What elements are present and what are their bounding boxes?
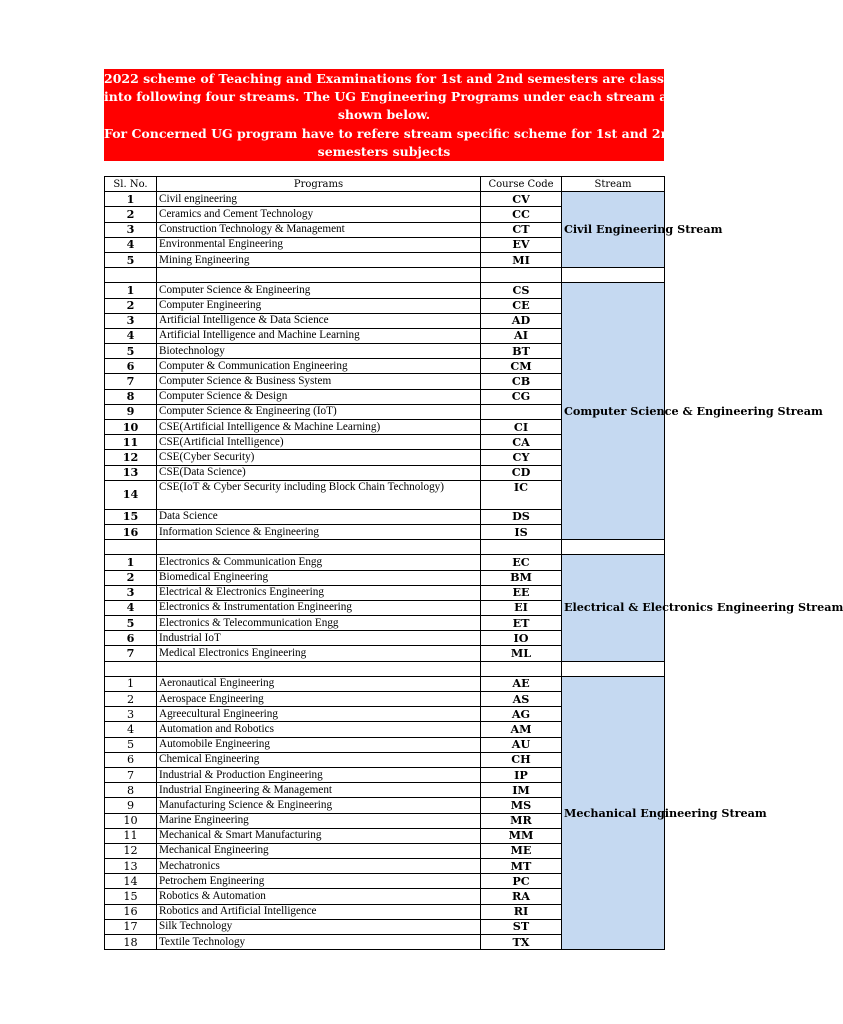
- sl-no-cell: 3: [105, 585, 157, 600]
- course-code-cell: BT: [481, 344, 562, 359]
- banner-line: into following four streams. The UG Engineering Programs under each stream are: [104, 89, 682, 105]
- sl-no-cell: 8: [105, 389, 157, 404]
- course-code-cell: IM: [481, 783, 562, 798]
- empty-cell: [481, 661, 562, 676]
- program-cell: Textile Technology: [157, 935, 481, 950]
- program-cell: Medical Electronics Engineering: [157, 646, 481, 661]
- course-code-cell: RI: [481, 904, 562, 919]
- sl-no-cell: 2: [105, 298, 157, 313]
- program-cell: Manufacturing Science & Engineering: [157, 798, 481, 813]
- sl-no-cell: 2: [105, 207, 157, 222]
- table-row: [105, 192, 665, 207]
- sl-no-cell: 14: [105, 480, 157, 509]
- sl-no-cell: 12: [105, 450, 157, 465]
- program-cell: Computer Science & Engineering: [157, 283, 481, 298]
- program-cell: Automation and Robotics: [157, 722, 481, 737]
- course-code-cell: AG: [481, 707, 562, 722]
- sl-no-cell: 16: [105, 904, 157, 919]
- sl-no-cell: 13: [105, 465, 157, 480]
- table-body: [105, 191, 843, 950]
- header-row: [105, 177, 665, 192]
- banner-line: semesters subjects: [317, 143, 451, 159]
- course-code-cell: CD: [481, 465, 562, 480]
- sl-no-cell: 4: [105, 722, 157, 737]
- program-cell: Industrial Engineering & Management: [157, 783, 481, 798]
- program-cell: CSE(Cyber Security): [157, 450, 481, 465]
- empty-cell: [105, 661, 157, 676]
- program-cell: Environmental Engineering: [157, 237, 481, 252]
- sl-no-cell: 6: [105, 752, 157, 767]
- course-code-cell: MS: [481, 798, 562, 813]
- table-row: [105, 555, 665, 570]
- sl-no-cell: 14: [105, 874, 157, 889]
- program-cell: Petrochem Engineering: [157, 874, 481, 889]
- empty-cell: [562, 540, 665, 555]
- course-code-cell: MR: [481, 813, 562, 828]
- course-code-cell: CT: [481, 222, 562, 237]
- program-cell: Biomedical Engineering: [157, 570, 481, 585]
- sl-no-cell: 3: [105, 222, 157, 237]
- stream-cell-civil: Civil Engineering Stream: [562, 192, 665, 268]
- course-code-cell: AU: [481, 737, 562, 752]
- course-code-cell: CY: [481, 450, 562, 465]
- course-code-cell: AE: [481, 676, 562, 691]
- table-row: [105, 676, 665, 691]
- course-code-cell: PC: [481, 874, 562, 889]
- sl-no-cell: 15: [105, 889, 157, 904]
- header-course-code: Course Code: [481, 177, 562, 192]
- program-cell: Industrial IoT: [157, 631, 481, 646]
- course-code-cell: CE: [481, 298, 562, 313]
- sl-no-cell: 7: [105, 767, 157, 782]
- course-code-cell: MI: [481, 252, 562, 267]
- sl-no-cell: 5: [105, 737, 157, 752]
- course-code-cell: CV: [481, 192, 562, 207]
- course-code-cell: AS: [481, 692, 562, 707]
- program-cell: Information Science & Engineering: [157, 524, 481, 539]
- course-code-cell: BM: [481, 570, 562, 585]
- sl-no-cell: 5: [105, 252, 157, 267]
- program-cell: Industrial & Production Engineering: [157, 767, 481, 782]
- sl-no-cell: 3: [105, 707, 157, 722]
- course-code-cell: ST: [481, 919, 562, 934]
- program-cell: Construction Technology & Management: [157, 222, 481, 237]
- empty-cell: [481, 268, 562, 283]
- sl-no-cell: 8: [105, 783, 157, 798]
- sl-no-cell: 17: [105, 919, 157, 934]
- sl-no-cell: 11: [105, 828, 157, 843]
- sl-no-cell: 3: [105, 313, 157, 328]
- course-code-cell: ML: [481, 646, 562, 661]
- course-code-cell: ET: [481, 616, 562, 631]
- program-cell: CSE(IoT & Cyber Security including Block Chain Technology): [157, 480, 481, 509]
- program-cell: Mechanical & Smart Manufacturing: [157, 828, 481, 843]
- course-code-cell: AD: [481, 313, 562, 328]
- program-cell: Marine Engineering: [157, 813, 481, 828]
- header-stream: Stream: [562, 177, 665, 192]
- banner-line: 2022 scheme of Teaching and Examinations for 1st and 2nd semesters are classified: [104, 71, 695, 86]
- course-code-cell: IP: [481, 767, 562, 782]
- sl-no-cell: 1: [105, 555, 157, 570]
- header-programs: Programs: [157, 177, 481, 192]
- program-cell: Electronics & Telecommunication Engg: [157, 616, 481, 631]
- program-cell: Silk Technology: [157, 919, 481, 934]
- course-code-cell: DS: [481, 509, 562, 524]
- program-cell: Artificial Intelligence and Machine Learning: [157, 328, 481, 343]
- sl-no-cell: 18: [105, 935, 157, 950]
- program-cell: CSE(Artificial Intelligence & Machine Learning): [157, 420, 481, 435]
- course-code-cell: IO: [481, 631, 562, 646]
- course-code-cell: CS: [481, 283, 562, 298]
- program-cell: Computer & Communication Engineering: [157, 359, 481, 374]
- program-cell: Agreecultural Engineering: [157, 707, 481, 722]
- sl-no-cell: 6: [105, 631, 157, 646]
- separator-row: [105, 268, 665, 283]
- course-code-cell: [481, 404, 562, 419]
- program-cell: Computer Science & Design: [157, 389, 481, 404]
- program-cell: Computer Science & Business System: [157, 374, 481, 389]
- empty-cell: [157, 268, 481, 283]
- course-code-cell: IC: [481, 480, 562, 509]
- banner-line: shown below.: [337, 107, 431, 123]
- course-code-cell: ME: [481, 843, 562, 858]
- sl-no-cell: 11: [105, 435, 157, 450]
- sl-no-cell: 7: [105, 374, 157, 389]
- program-cell: Biotechnology: [157, 344, 481, 359]
- separator-row: [105, 540, 665, 555]
- stream-cell-cs: Computer Science & Engineering Stream: [562, 283, 665, 540]
- program-cell: Aerospace Engineering: [157, 692, 481, 707]
- program-cell: Aeronautical Engineering: [157, 676, 481, 691]
- course-code-cell: CA: [481, 435, 562, 450]
- program-cell: Robotics and Artificial Intelligence: [157, 904, 481, 919]
- course-code-cell: EE: [481, 585, 562, 600]
- sl-no-cell: 2: [105, 570, 157, 585]
- empty-cell: [157, 661, 481, 676]
- program-cell: CSE(Data Science): [157, 465, 481, 480]
- separator-row: [105, 661, 665, 676]
- course-code-cell: TX: [481, 935, 562, 950]
- program-cell: Mining Engineering: [157, 252, 481, 267]
- sl-no-cell: 10: [105, 420, 157, 435]
- course-code-cell: CG: [481, 389, 562, 404]
- sl-no-cell: 6: [105, 359, 157, 374]
- program-cell: Mechatronics: [157, 859, 481, 874]
- sl-no-cell: 4: [105, 328, 157, 343]
- program-cell: Ceramics and Cement Technology: [157, 207, 481, 222]
- empty-cell: [105, 268, 157, 283]
- course-code-cell: CB: [481, 374, 562, 389]
- empty-cell: [481, 540, 562, 555]
- course-code-cell: CI: [481, 420, 562, 435]
- sl-no-cell: 1: [105, 676, 157, 691]
- stream-cell-mech: Mechanical Engineering Stream: [562, 676, 665, 949]
- program-cell: Chemical Engineering: [157, 752, 481, 767]
- course-code-cell: MM: [481, 828, 562, 843]
- sl-no-cell: 12: [105, 843, 157, 858]
- program-cell: Mechanical Engineering: [157, 843, 481, 858]
- sl-no-cell: 5: [105, 616, 157, 631]
- sl-no-cell: 13: [105, 859, 157, 874]
- streams-table: [104, 176, 843, 950]
- stream-cell-ee: Electrical & Electronics Engineering Stream: [562, 555, 665, 661]
- table-row: [105, 283, 665, 298]
- sl-no-cell: 1: [105, 283, 157, 298]
- sl-no-cell: 9: [105, 798, 157, 813]
- course-code-cell: AI: [481, 328, 562, 343]
- program-cell: Electrical & Electronics Engineering: [157, 585, 481, 600]
- program-cell: Civil engineering: [157, 192, 481, 207]
- sl-no-cell: 4: [105, 600, 157, 615]
- banner-line: For Concerned UG program have to refere stream specific scheme for 1st and 2nd: [104, 125, 679, 141]
- program-cell: Computer Science & Engineering (IoT): [157, 404, 481, 419]
- program-cell: Data Science: [157, 509, 481, 524]
- empty-cell: [562, 661, 665, 676]
- sl-no-cell: 1: [105, 192, 157, 207]
- course-code-cell: CH: [481, 752, 562, 767]
- course-code-cell: RA: [481, 889, 562, 904]
- empty-cell: [157, 540, 481, 555]
- sl-no-cell: 2: [105, 692, 157, 707]
- course-code-cell: AM: [481, 722, 562, 737]
- sl-no-cell: 5: [105, 344, 157, 359]
- course-code-cell: EV: [481, 237, 562, 252]
- course-code-cell: MT: [481, 859, 562, 874]
- course-code-cell: CC: [481, 207, 562, 222]
- course-code-cell: EI: [481, 600, 562, 615]
- sl-no-cell: 10: [105, 813, 157, 828]
- sl-no-cell: 9: [105, 404, 157, 419]
- course-code-cell: EC: [481, 555, 562, 570]
- program-cell: Artificial Intelligence & Data Science: [157, 313, 481, 328]
- empty-cell: [105, 540, 157, 555]
- program-cell: Automobile Engineering: [157, 737, 481, 752]
- header-sl-no: Sl. No.: [105, 177, 157, 192]
- program-cell: Computer Engineering: [157, 298, 481, 313]
- course-code-cell: CM: [481, 359, 562, 374]
- program-cell: CSE(Artificial Intelligence): [157, 435, 481, 450]
- empty-cell: [562, 268, 665, 283]
- program-cell: Robotics & Automation: [157, 889, 481, 904]
- sl-no-cell: 16: [105, 524, 157, 539]
- program-cell: Electronics & Communication Engg: [157, 555, 481, 570]
- sl-no-cell: 15: [105, 509, 157, 524]
- program-cell: Electronics & Instrumentation Engineering: [157, 600, 481, 615]
- sl-no-cell: 7: [105, 646, 157, 661]
- course-code-cell: IS: [481, 524, 562, 539]
- sl-no-cell: 4: [105, 237, 157, 252]
- scheme-banner: [104, 69, 695, 161]
